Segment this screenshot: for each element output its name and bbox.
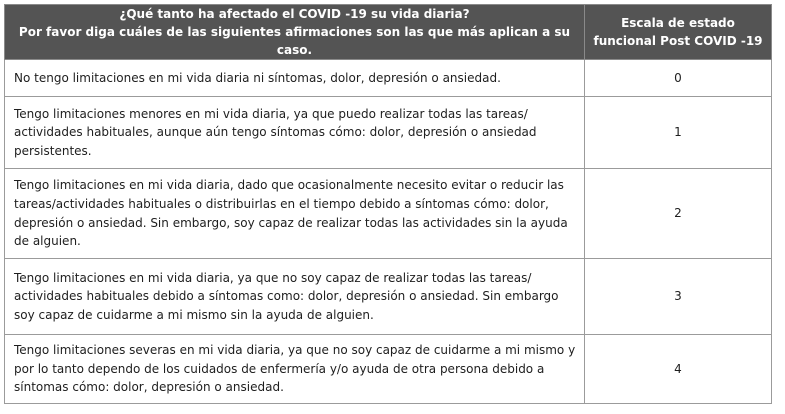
table-row	[5, 97, 772, 169]
table-row	[5, 259, 772, 335]
statement-cell: Tengo limitaciones en mi vida diaria, ya que no soy capaz de realizar todas las tareas/ actividades habituales debido a síntomas como: dolor, depresión o ansiedad. Sin embargo soy capaz de cuidarme a mi mismo sin la ayuda de alguien.	[5, 259, 585, 335]
scale-header-line-1: Escala de estado	[621, 16, 735, 30]
statement-cell: Tengo limitaciones en mi vida diaria, dado que ocasionalmente necesito evitar o reducir las tareas/actividades habituales o distribuirlas en el tiempo debido a síntomas cómo: dolor, depresión o ansiedad. Sin embargo, soy capaz de realizar todas las actividades sin la ayuda de alguien.	[5, 169, 585, 259]
question-header-line-2: Por favor diga cuáles de las siguientes afirmaciones son las que más aplican a su caso.	[18, 25, 571, 57]
score-cell: 0	[585, 60, 772, 97]
question-header	[5, 5, 585, 60]
statement-cell: Tengo limitaciones menores en mi vida diaria, ya que puedo realizar todas las tareas/ actividades habituales, aunque aún tengo síntomas cómo: dolor, depresión o ansiedad persistentes.	[5, 97, 585, 169]
statement-cell: No tengo limitaciones en mi vida diaria ni síntomas, dolor, depresión o ansiedad.	[5, 60, 585, 97]
table-row	[5, 60, 772, 97]
scale-header	[585, 5, 772, 60]
question-header-line-1: ¿Qué tanto ha afectado el COVID -19 su vida diaria?	[119, 7, 470, 21]
scale-header-line-2: funcional Post COVID -19	[593, 34, 763, 48]
score-cell: 1	[585, 97, 772, 169]
table-body	[5, 60, 772, 404]
pcfs-scale-table	[4, 4, 772, 404]
table-header	[5, 5, 772, 60]
table-row	[5, 335, 772, 404]
statement-cell: Tengo limitaciones severas en mi vida diaria, ya que no soy capaz de cuidarme a mi mismo y por lo tanto dependo de los cuidados de enfermería y/o ayuda de otra persona debido a síntomas cómo: dolor, depresión o ansiedad.	[5, 335, 585, 404]
score-cell: 4	[585, 335, 772, 404]
table-row	[5, 169, 772, 259]
score-cell: 3	[585, 259, 772, 335]
header-row	[5, 5, 772, 60]
score-cell: 2	[585, 169, 772, 259]
